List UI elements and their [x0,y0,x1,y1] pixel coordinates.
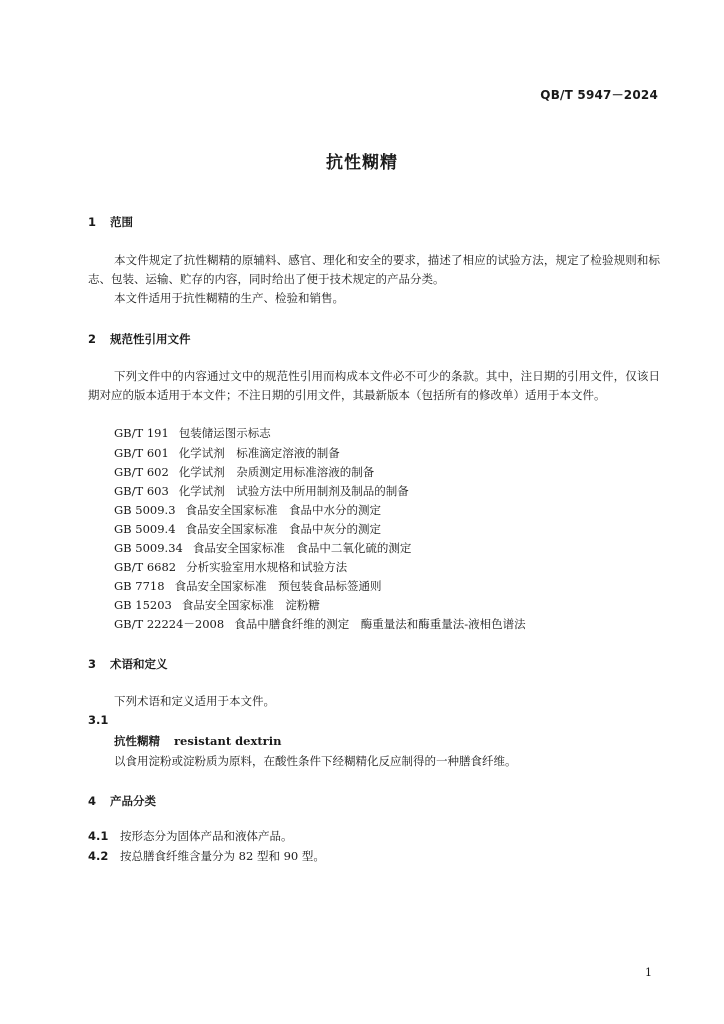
reference-code: GB 7718 [114,579,165,593]
reference-name: 食品安全国家标准 预包装食品标签通则 [174,579,382,593]
reference-item [114,445,340,461]
term-definition: 以食用淀粉或淀粉质为原料，在酸性条件下经糊精化反应制得的一种膳食纤维。 [114,754,517,768]
section-1-paragraph-2: 本文件适用于抗性糊精的生产、检验和销售。 [114,291,344,305]
classification-item [88,828,293,844]
section-title: 范围 [110,215,134,229]
section-number: 1 [88,215,97,229]
section-title: 规范性引用文件 [110,332,191,346]
reference-name: 包装储运图示标志 [178,426,271,440]
reference-name: 化学试剂 标准滴定溶液的制备 [178,446,340,460]
reference-name: 食品安全国家标准 淀粉糖 [181,598,320,612]
subsection-number: 3.1 [88,713,109,727]
item-text: 按总膳食纤维含量分为 82 型和 90 型。 [120,849,325,863]
reference-name: 化学试剂 试验方法中所用制剂及制品的制备 [178,484,409,498]
reference-name: 分析实验室用水规格和试验方法 [186,560,348,574]
page-number: 1 [645,966,652,979]
reference-name: 食品中膳食纤维的测定 酶重量法和酶重量法-液相色谱法 [234,617,526,631]
section-number: 2 [88,332,97,346]
reference-item [114,521,381,537]
section-3-paragraph-1: 下列术语和定义适用于本文件。 [114,694,275,708]
reference-name: 化学试剂 杂质测定用标准溶液的制备 [178,465,375,479]
reference-name: 食品安全国家标准 食品中二氧化硫的测定 [192,541,412,555]
term-english: resistant dextrin [174,734,282,748]
reference-item [114,559,347,575]
reference-item [114,425,271,441]
reference-item [114,597,320,613]
reference-code: GB 5009.3 [114,503,176,517]
section-number: 3 [88,657,97,671]
item-text: 按形态分为固体产品和液体产品。 [120,829,293,843]
section-1-heading [88,214,133,230]
section-title: 术语和定义 [110,657,168,671]
reference-item [114,578,382,594]
section-number: 4 [88,794,97,808]
document-title: 抗性糊精 [326,153,398,173]
reference-code: GB 5009.34 [114,541,183,555]
reference-code: GB 15203 [114,598,172,612]
reference-name: 食品安全国家标准 食品中灰分的测定 [185,522,382,536]
reference-code: GB 5009.4 [114,522,176,536]
reference-code: GB/T 601 [114,446,169,460]
item-number: 4.2 [88,849,109,863]
document-code: QB/T 5947－2024 [540,88,658,102]
item-number: 4.1 [88,829,109,843]
reference-item [114,502,381,518]
reference-code: GB/T 603 [114,484,169,498]
classification-item [88,848,325,864]
reference-name: 食品安全国家标准 食品中水分的测定 [185,503,382,517]
reference-code: GB/T 191 [114,426,169,440]
reference-item [114,464,374,480]
reference-code: GB/T 602 [114,465,169,479]
section-3-heading [88,656,168,672]
reference-code: GB/T 22224－2008 [114,617,225,631]
term-entry [114,733,281,749]
section-2-heading [88,331,191,347]
term-chinese: 抗性糊精 [114,734,160,748]
section-4-heading [88,793,156,809]
reference-item [114,616,526,632]
section-2-paragraph-1: 下列文件中的内容通过文中的规范性引用而构成本文件必不可少的条款。其中，注日期的引用文件，仅该日期对应的版本适用于本文件；不注日期的引用文件，其最新版本（包括所有的修改单）适用于本文件。 [88,369,660,402]
reference-code: GB/T 6682 [114,560,177,574]
reference-item [114,483,409,499]
reference-item [114,540,411,556]
section-1-paragraph-1: 本文件规定了抗性糊精的原辅料、感官、理化和安全的要求，描述了相应的试验方法，规定了检验规则和标志、包装、运输、贮存的内容，同时给出了便于技术规定的产品分类。 [88,253,660,286]
section-title: 产品分类 [110,794,157,808]
